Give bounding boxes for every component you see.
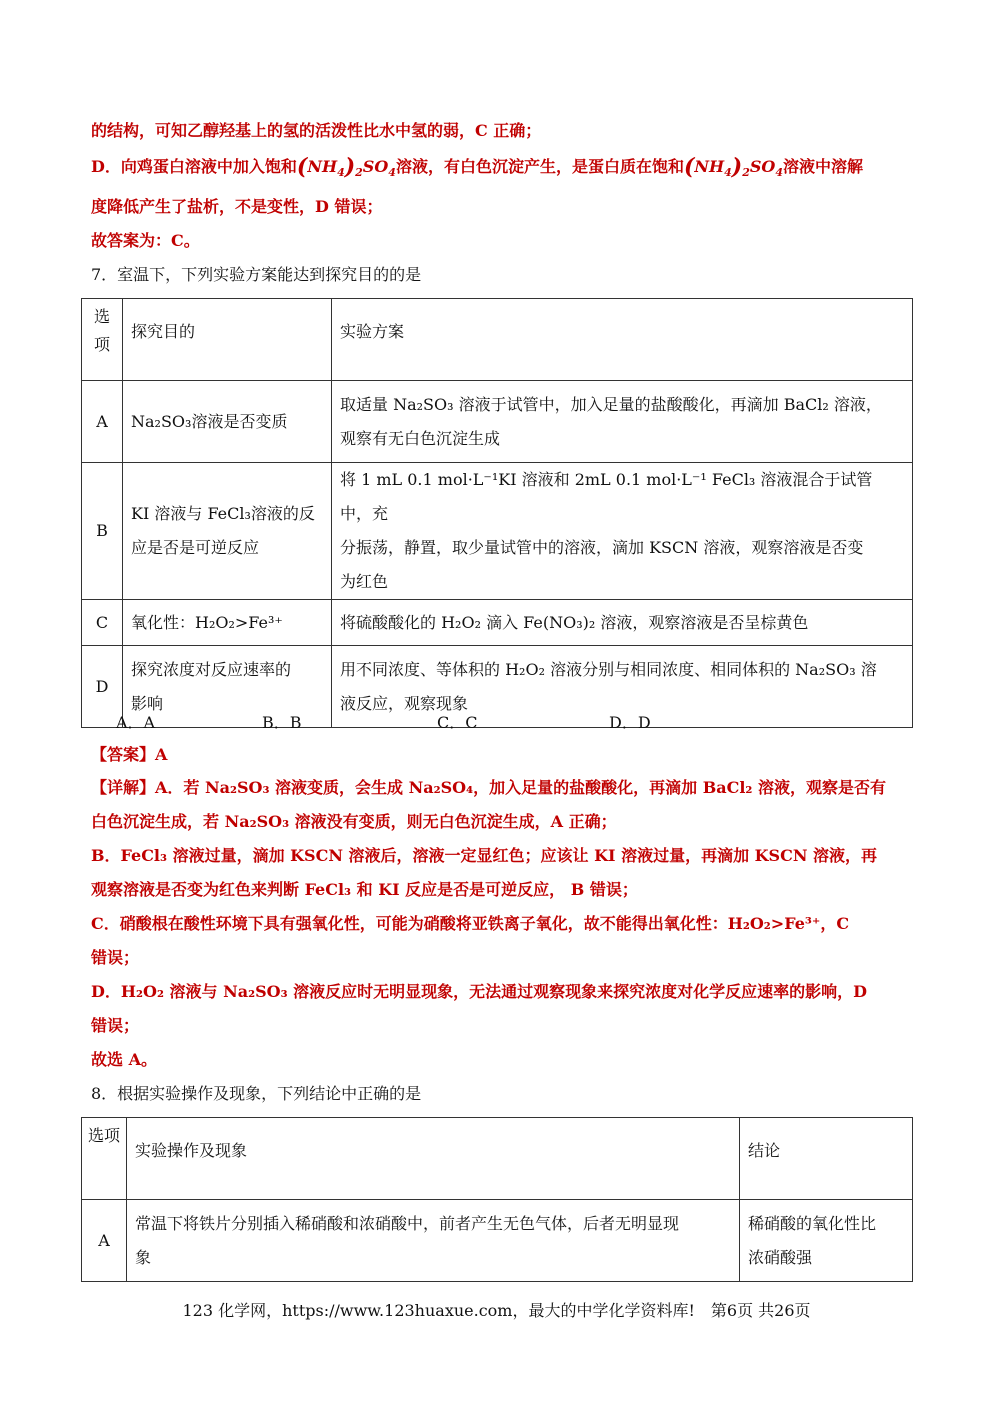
- detail-line: C．硝酸根在酸性环境下具有强氧化性，可能为硝酸将亚铁离子氧化，故不能得出氧化性：H₂O₂>Fe³⁺，C: [91, 914, 850, 933]
- option-label: D: [82, 646, 123, 728]
- header-plan: 实验方案: [332, 299, 913, 381]
- q8-table: [81, 1117, 913, 1282]
- question-stem: 8．根据实验操作及现象，下列结论中正确的是: [91, 1084, 422, 1103]
- choice-c: C．C: [437, 713, 478, 732]
- header-operation: 实验操作及现象: [127, 1118, 740, 1200]
- answer: 【答案】A: [91, 745, 168, 764]
- text-line: 度降低产生了盐析，不是变性，D 错误；: [91, 197, 383, 216]
- plan-cell: 将硫酸酸化的 H₂O₂ 滴入 Fe(NO₃)₂ 溶液，观察溶液是否呈棕黄色: [332, 600, 913, 646]
- question-stem: 7．室温下，下列实验方案能达到探究目的的是: [91, 265, 422, 284]
- operation-cell: 常温下将铁片分别插入稀硝酸和浓硝酸中，前者产生无色气体，后者无明显现 象: [127, 1200, 740, 1282]
- plan-cell: 将 1 mL 0.1 mol·L⁻¹KI 溶液和 2mL 0.1 mol·L⁻¹ FeCl₃ 溶液混合于试管中，充 分振荡，静置，取少量试管中的溶液，滴加 KSCN 溶液，观察溶液是否变 为红色: [332, 463, 913, 600]
- detail-line: B．FeCl₃ 溶液过量，滴加 KSCN 溶液后，溶液一定显红色；应该让 KI 溶液过量，再滴加 KSCN 溶液，再: [91, 846, 878, 865]
- text-line: 的结构，可知乙醇羟基上的氢的活泼性比水中氢的弱，C 正确；: [91, 121, 542, 140]
- q7-table: [81, 298, 913, 728]
- goal-cell: Na₂SO₃溶液是否变质: [123, 381, 332, 463]
- header-conclusion: 结论: [740, 1118, 913, 1200]
- detail-line: 观察溶液是否变为红色来判断 FeCl₃ 和 KI 反应是否是可逆反应， B 错误；: [91, 880, 638, 899]
- choice-b: B．B: [262, 713, 302, 732]
- detail-line: 白色沉淀生成，若 Na₂SO₃ 溶液没有变质，则无白色沉淀生成，A 正确；: [91, 812, 617, 831]
- text-line: 故答案为：C。: [91, 231, 200, 250]
- detail-line: 【详解】A．若 Na₂SO₃ 溶液变质，会生成 Na₂SO₄，加入足量的盐酸酸化，再滴加 BaCl₂ 溶液，观察是否有: [91, 778, 886, 797]
- option-label: B: [82, 463, 123, 600]
- page-footer: 123 化学网，https://www.123huaxue.com，最大的中学化学资料库! 第6页 共26页: [182, 1301, 811, 1320]
- option-label: A: [82, 1200, 127, 1282]
- plan-cell: 用不同浓度、等体积的 H₂O₂ 溶液分别与相同浓度、相同体积的 Na₂SO₃ 溶 液反应，观察现象: [332, 646, 913, 728]
- header-goal: 探究目的: [123, 299, 332, 381]
- plan-cell: 取适量 Na₂SO₃ 溶液于试管中，加入足量的盐酸酸化，再滴加 BaCl₂ 溶液， 观察有无白色沉淀生成: [332, 381, 913, 463]
- choice-d: D．D: [609, 713, 651, 732]
- formula-nh4-2so4: $(NH_4)_2SO_4$: [296, 154, 396, 180]
- text-line: D．向鸡蛋白溶液中加入饱和$(NH_4)_2SO_4$溶液，有白色沉淀产生，是蛋白质在饱和$(NH_4)_2SO_4$溶液中溶解: [91, 154, 864, 180]
- detail-line: 错误；: [91, 948, 140, 967]
- detail-line: 故选 A。: [91, 1050, 157, 1069]
- option-label: C: [82, 600, 123, 646]
- option-label: A: [82, 381, 123, 463]
- conclusion-cell: 稀硝酸的氧化性比 浓硝酸强: [740, 1200, 913, 1282]
- choice-a: A．A: [116, 713, 156, 732]
- header-option: 选项: [82, 1118, 127, 1200]
- goal-cell: 探究浓度对反应速率的 影响: [123, 646, 332, 728]
- header-option: 选项: [82, 299, 123, 381]
- detail-line: 错误；: [91, 1016, 140, 1035]
- formula-nh4-2so4: $(NH_4)_2SO_4$: [683, 154, 784, 180]
- goal-cell: KI 溶液与 FeCl₃溶液的反 应是否是可逆反应: [123, 463, 332, 600]
- detail-line: D．H₂O₂ 溶液与 Na₂SO₃ 溶液反应时无明显现象，无法通过观察现象来探究浓度对化学反应速率的影响，D: [91, 982, 868, 1001]
- goal-cell: 氧化性：H₂O₂>Fe³⁺: [123, 600, 332, 646]
